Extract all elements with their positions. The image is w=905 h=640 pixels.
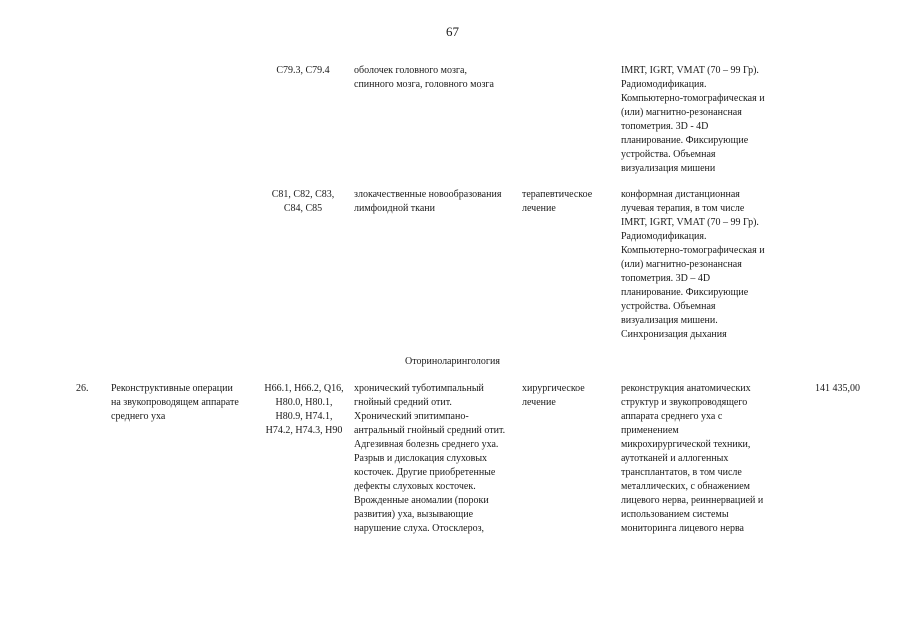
- method-line: IMRT, IGRT, VMAT (70 – 99 Гр).: [621, 65, 759, 76]
- code-line: C84, C85: [283, 203, 323, 214]
- row1-codes: [258, 64, 348, 78]
- diagnosis-line: Хронический эпитимпано-: [354, 411, 469, 422]
- diagnosis-line: спинного мозга, головного мозга: [354, 79, 494, 90]
- method-line: применением: [621, 425, 679, 436]
- diagnosis-line: Разрыв и дислокация слуховых: [354, 453, 488, 464]
- code-line: H74.2, H74.3, H90: [265, 425, 343, 436]
- treatment-line: хирургическое: [522, 383, 585, 394]
- diagnosis-line: косточек. Другие приобретенные: [354, 467, 496, 478]
- treatment-line: лечение: [522, 203, 556, 214]
- name-line: на звукопроводящем аппарате: [111, 397, 239, 408]
- method-line: микрохирургической техники,: [621, 439, 751, 450]
- diagnosis-line: нарушение слуха. Отосклероз,: [354, 523, 485, 534]
- method-line: визуализация мишени.: [621, 315, 718, 326]
- row2-method: [621, 188, 791, 342]
- row2-diagnosis: [354, 188, 519, 216]
- row3-number: [76, 382, 106, 396]
- code-line: H80.9, H74.1,: [275, 411, 333, 422]
- treatment-line: терапевтическое: [522, 189, 593, 200]
- diagnosis-line: злокачественные новообразования: [354, 189, 502, 200]
- treatment-line: лечение: [522, 397, 556, 408]
- name-line: среднего уха: [111, 411, 166, 422]
- row3-treatment: [522, 382, 617, 410]
- method-line: (или) магнитно-резонансная: [621, 259, 742, 270]
- method-line: Компьютерно-томографическая и: [621, 93, 765, 104]
- row3-cost: [790, 382, 860, 396]
- row3-diagnosis: [354, 382, 519, 536]
- code-line: H80.0, H80.1,: [275, 397, 333, 408]
- diagnosis-line: оболочек головного мозга,: [354, 65, 467, 76]
- method-line: (или) магнитно-резонансная: [621, 107, 742, 118]
- method-line: аппарата среднего уха с: [621, 411, 723, 422]
- method-line: топометрия. 3D – 4D: [621, 273, 711, 284]
- code-line: C79.3, C79.4: [276, 65, 330, 76]
- method-line: Синхронизация дыхания: [621, 329, 727, 340]
- code-line: C81, C82, C83,: [271, 189, 335, 200]
- row1-diagnosis: [354, 64, 519, 92]
- row3-method: [621, 382, 801, 536]
- cost-value: 141 435,00: [815, 383, 860, 394]
- diagnosis-line: хронический туботимпальный: [354, 383, 484, 394]
- method-line: трансплантатов, в том числе: [621, 467, 742, 478]
- method-line: металлических, с обнажением: [621, 481, 750, 492]
- method-line: планирование. Фиксирующие: [621, 135, 749, 146]
- row2-codes: [258, 188, 348, 216]
- diagnosis-line: Врожденные аномалии (пороки: [354, 495, 489, 506]
- method-line: реконструкция анатомических: [621, 383, 751, 394]
- code-line: H66.1, H66.2, Q16,: [264, 383, 344, 394]
- diagnosis-line: развития) уха, вызывающие: [354, 509, 474, 520]
- diagnosis-line: Адгезивная болезнь среднего уха.: [354, 439, 499, 450]
- row-number: 26.: [76, 383, 89, 394]
- method-line: визуализация мишени: [621, 163, 716, 174]
- section-title: Оториноларингология: [405, 356, 500, 367]
- method-line: топометрия. 3D - 4D: [621, 121, 709, 132]
- method-line: Радиомодификация.: [621, 231, 707, 242]
- diagnosis-line: дефекты слуховых косточек.: [354, 481, 476, 492]
- row3-codes: [256, 382, 352, 438]
- method-line: структур и звукопроводящего: [621, 397, 748, 408]
- method-line: IMRT, IGRT, VMAT (70 – 99 Гр).: [621, 217, 759, 228]
- name-line: Реконструктивные операции: [111, 383, 233, 394]
- method-line: устройства. Объемная: [621, 149, 716, 160]
- method-line: планирование. Фиксирующие: [621, 287, 749, 298]
- method-line: конформная дистанционная: [621, 189, 740, 200]
- page-number: 67: [446, 24, 459, 39]
- method-line: мониторинга лицевого нерва: [621, 523, 744, 534]
- method-line: лицевого нерва, реиннервацией и: [621, 495, 764, 506]
- method-line: Радиомодификация.: [621, 79, 707, 90]
- diagnosis-line: гнойный средний отит.: [354, 397, 452, 408]
- method-line: лучевая терапия, в том числе: [621, 203, 745, 214]
- method-line: аутотканей и аллогенных: [621, 453, 729, 464]
- row2-treatment: [522, 188, 617, 216]
- method-line: использованием системы: [621, 509, 729, 520]
- row1-method: [621, 64, 791, 176]
- method-line: Компьютерно-томографическая и: [621, 245, 765, 256]
- diagnosis-line: лимфоидной ткани: [354, 203, 436, 214]
- diagnosis-line: антральный гнойный средний отит.: [354, 425, 506, 436]
- row3-name: [111, 382, 256, 424]
- method-line: устройства. Объемная: [621, 301, 716, 312]
